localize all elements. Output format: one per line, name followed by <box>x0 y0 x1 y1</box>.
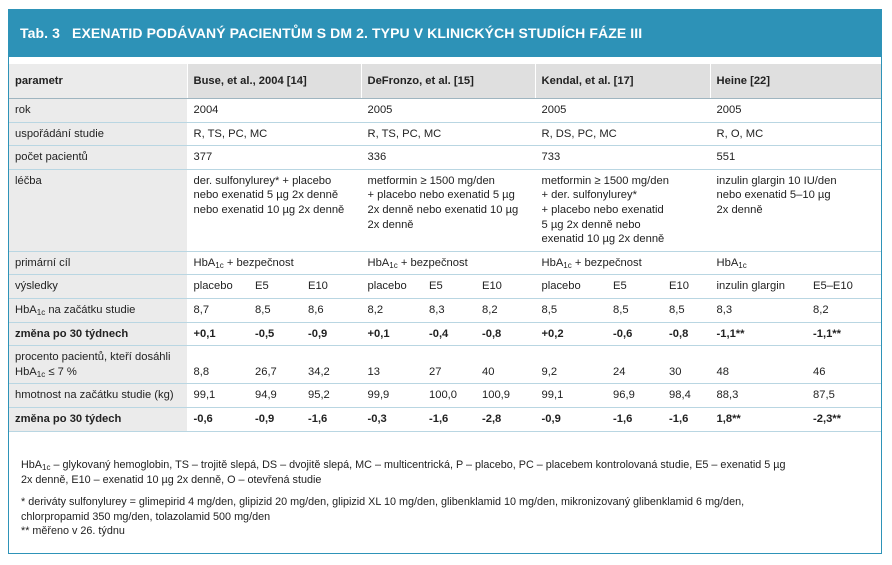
row-label: primární cíl <box>9 251 187 275</box>
treatment-line: nebo exenatid 5 µg 2x denně <box>193 189 339 202</box>
table-row-weight <box>9 384 881 408</box>
table-cell: 551 <box>710 146 881 170</box>
header-study-buse: Buse, et al., 2004 [14] <box>187 64 361 99</box>
footnote-line: – glykovaný hemoglobin, TS – trojitě slepá, DS – dvojitě slepá, MC – multicentrická, P – placebo, PC – placebem kontrolovaná studie, E5 – exenatid 5 µg <box>50 459 786 471</box>
table-cell: R, TS, PC, MC <box>187 122 361 146</box>
footnotes <box>21 458 871 539</box>
hba-text: HbA <box>21 459 43 471</box>
hba-subscript: 1c <box>42 463 51 472</box>
table-cell: 30 <box>663 346 710 384</box>
header-study-kendal: Kendal, et al. [17] <box>535 64 710 99</box>
footnote-line: chlorpropamid 350 mg/den, tolazolamid 500 mg/den <box>21 510 271 523</box>
table-cell: 94,9 <box>249 384 302 408</box>
treatment-line: inzulin glargin 10 IU/den <box>716 174 837 187</box>
goal-suffix: + bezpečnost <box>571 256 642 269</box>
treatment-line: nebo exenatid 5–10 µg <box>716 189 831 202</box>
row-label: počet pacientů <box>9 146 187 170</box>
table-cell: placebo <box>361 275 423 299</box>
treatment-line: 2x denně <box>367 218 414 231</box>
table-cell: E5 <box>607 275 663 299</box>
table-cell: 98,4 <box>663 384 710 408</box>
table-row <box>9 99 881 123</box>
hba-text: HbA <box>541 256 564 269</box>
table-cell: 87,5 <box>807 384 881 408</box>
header-param: parametr <box>9 64 187 99</box>
table-cell: 9,2 <box>535 346 607 384</box>
table-row <box>9 169 881 251</box>
table-cell: placebo <box>535 275 607 299</box>
label-part: na začátku studie <box>45 303 136 316</box>
table-cell: E5 <box>249 275 302 299</box>
table-cell: 8,2 <box>476 298 535 322</box>
table-row-percent <box>9 346 881 384</box>
table-cell: -0,9 <box>302 322 361 346</box>
hba-subscript: 1c <box>36 369 46 379</box>
table-cell: E5 <box>423 275 476 299</box>
table-cell: R, TS, PC, MC <box>361 122 535 146</box>
table-cell: E10 <box>663 275 710 299</box>
table-number: Tab. 3 <box>20 25 61 41</box>
table-cell: 8,3 <box>710 298 807 322</box>
row-label: uspořádání studie <box>9 122 187 146</box>
table-cell: +0,1 <box>187 322 249 346</box>
table-cell: -1,1** <box>710 322 807 346</box>
table-row <box>9 122 881 146</box>
table-cell: placebo <box>187 275 249 299</box>
table-cell: 26,7 <box>249 346 302 384</box>
table-row <box>9 146 881 170</box>
table-cell: 8,5 <box>607 298 663 322</box>
label-part: HbA <box>15 303 37 316</box>
table-cell: E5–E10 <box>807 275 881 299</box>
table-cell <box>361 251 535 275</box>
table-cell: -0,3 <box>361 407 423 431</box>
table-cell: +0,2 <box>535 322 607 346</box>
row-label <box>9 298 187 322</box>
table-cell: 2005 <box>535 99 710 123</box>
table-cell: 100,0 <box>423 384 476 408</box>
hba-subscript: 1c <box>389 260 398 270</box>
table-cell: 8,5 <box>663 298 710 322</box>
table-cell: -2,3** <box>807 407 881 431</box>
table-row-change-30w <box>9 322 881 346</box>
table-row-hba-start <box>9 298 881 322</box>
footnote-sulfonylurea: * deriváty sulfonylurey = glimepirid 4 mg/den, glipizid 20 mg/den, glipizid XL 10 mg/den, glibenklamid 10 mg/den, mikronizovaný glibenklamid 6 mg/den, <box>21 496 745 508</box>
label-part: ≤ 7 % <box>45 365 77 378</box>
hba-subscript: 1c <box>215 260 224 270</box>
table-cell: 27 <box>423 346 476 384</box>
row-label <box>9 346 187 384</box>
table-cell-treatment <box>187 169 361 251</box>
treatment-line: exenatid 10 µg 2x denně <box>541 233 665 246</box>
treatment-line: 5 µg 2x denně nebo <box>541 218 641 231</box>
table-cell-treatment <box>535 169 710 251</box>
table-cell: -0,9 <box>535 407 607 431</box>
goal-suffix: + bezpečnost <box>397 256 468 269</box>
table-cell: -1,6 <box>607 407 663 431</box>
treatment-line: 2x denně nebo exenatid 10 µg <box>367 203 519 216</box>
table-cell: 34,2 <box>302 346 361 384</box>
table-cell: 40 <box>476 346 535 384</box>
table-cell: -0,6 <box>607 322 663 346</box>
table-frame <box>8 9 882 554</box>
table-cell: 24 <box>607 346 663 384</box>
table-cell: 8,8 <box>187 346 249 384</box>
table-cell: +0,1 <box>361 322 423 346</box>
table-cell: 99,1 <box>535 384 607 408</box>
label-part: HbA <box>15 365 37 378</box>
table-cell: -1,1** <box>807 322 881 346</box>
data-table <box>9 64 881 432</box>
table-cell: 95,2 <box>302 384 361 408</box>
table-cell: 8,2 <box>807 298 881 322</box>
table-cell: -0,8 <box>476 322 535 346</box>
table-cell: -0,8 <box>663 322 710 346</box>
table-cell: -0,5 <box>249 322 302 346</box>
table-cell: 8,3 <box>423 298 476 322</box>
row-label: změna po 30 týdech <box>9 407 187 431</box>
footnote-abbreviations <box>21 458 871 473</box>
table-cell: 733 <box>535 146 710 170</box>
table-cell: 96,9 <box>607 384 663 408</box>
table-cell: 99,1 <box>187 384 249 408</box>
table-row-results <box>9 275 881 299</box>
table-cell: -2,8 <box>476 407 535 431</box>
row-label: hmotnost na začátku studie (kg) <box>9 384 187 408</box>
treatment-line: metformin ≥ 1500 mg/den <box>367 174 495 187</box>
table-cell: 377 <box>187 146 361 170</box>
table-cell: 336 <box>361 146 535 170</box>
hba-text: HbA <box>367 256 390 269</box>
table-cell: 99,9 <box>361 384 423 408</box>
table-cell: -0,6 <box>187 407 249 431</box>
row-label: léčba <box>9 169 187 251</box>
goal-suffix: + bezpečnost <box>223 256 294 269</box>
table-cell: 48 <box>710 346 807 384</box>
row-label: rok <box>9 99 187 123</box>
table-cell <box>710 251 881 275</box>
table-cell: -0,9 <box>249 407 302 431</box>
table-cell: E10 <box>302 275 361 299</box>
treatment-line: + der. sulfonylurey* <box>541 189 637 202</box>
table-cell: inzulin glargin <box>710 275 807 299</box>
table-cell: 8,7 <box>187 298 249 322</box>
header-row <box>9 64 881 99</box>
table-cell: 2005 <box>361 99 535 123</box>
table-title: EXENATID PODÁVANÝ PACIENTŮM S DM 2. TYPU V KLINICKÝCH STUDIÍCH FÁZE III <box>72 25 643 41</box>
treatment-line: nebo exenatid 10 µg 2x denně <box>193 203 345 216</box>
header-study-defronzo: DeFronzo, et al. [15] <box>361 64 535 99</box>
row-label-line <box>15 303 181 318</box>
table-row-change-30d <box>9 407 881 431</box>
hba-text: HbA <box>193 256 216 269</box>
table-cell: 8,2 <box>361 298 423 322</box>
table-cell: 88,3 <box>710 384 807 408</box>
table-cell: 8,6 <box>302 298 361 322</box>
footnote-line: 2x denně, E10 – exenatid 10 µg 2x denně, O – otevřená studie <box>21 473 322 486</box>
table-cell: E10 <box>476 275 535 299</box>
header-study-heine: Heine [22] <box>710 64 881 99</box>
treatment-line: 2x denně <box>716 203 763 216</box>
table-cell: -1,6 <box>663 407 710 431</box>
table-cell: R, O, MC <box>710 122 881 146</box>
table-cell: 2005 <box>710 99 881 123</box>
table-cell: 8,5 <box>535 298 607 322</box>
row-label: výsledky <box>9 275 187 299</box>
table-cell <box>187 251 361 275</box>
treatment-line: + placebo nebo exenatid 5 µg <box>367 189 515 202</box>
table-cell: 46 <box>807 346 881 384</box>
table-cell: 13 <box>361 346 423 384</box>
table-cell-treatment <box>710 169 881 251</box>
table-title-bar <box>9 10 881 57</box>
hba-subscript: 1c <box>738 260 747 270</box>
hba-text: HbA <box>716 256 739 269</box>
treatment-line: metformin ≥ 1500 mg/den <box>541 174 669 187</box>
table-cell: 2004 <box>187 99 361 123</box>
hba-subscript: 1c <box>563 260 572 270</box>
table-cell: -0,4 <box>423 322 476 346</box>
table-cell: -1,6 <box>302 407 361 431</box>
treatment-line: + placebo nebo exenatid <box>541 203 664 216</box>
footnote-week26: ** měřeno v 26. týdnu <box>21 525 125 537</box>
table-cell: 1,8** <box>710 407 807 431</box>
table-row <box>9 251 881 275</box>
row-label: změna po 30 týdnech <box>9 322 187 346</box>
row-label-line: procento pacientů, kteří dosáhli <box>15 351 171 364</box>
table-cell: R, DS, PC, MC <box>535 122 710 146</box>
table-cell <box>535 251 710 275</box>
table-cell: -1,6 <box>423 407 476 431</box>
table-cell: 8,5 <box>249 298 302 322</box>
hba-subscript: 1c <box>36 307 46 317</box>
treatment-line: der. sulfonylurey* + placebo <box>193 174 332 187</box>
table-cell: 100,9 <box>476 384 535 408</box>
table-cell-treatment <box>361 169 535 251</box>
row-label-line <box>15 365 181 380</box>
